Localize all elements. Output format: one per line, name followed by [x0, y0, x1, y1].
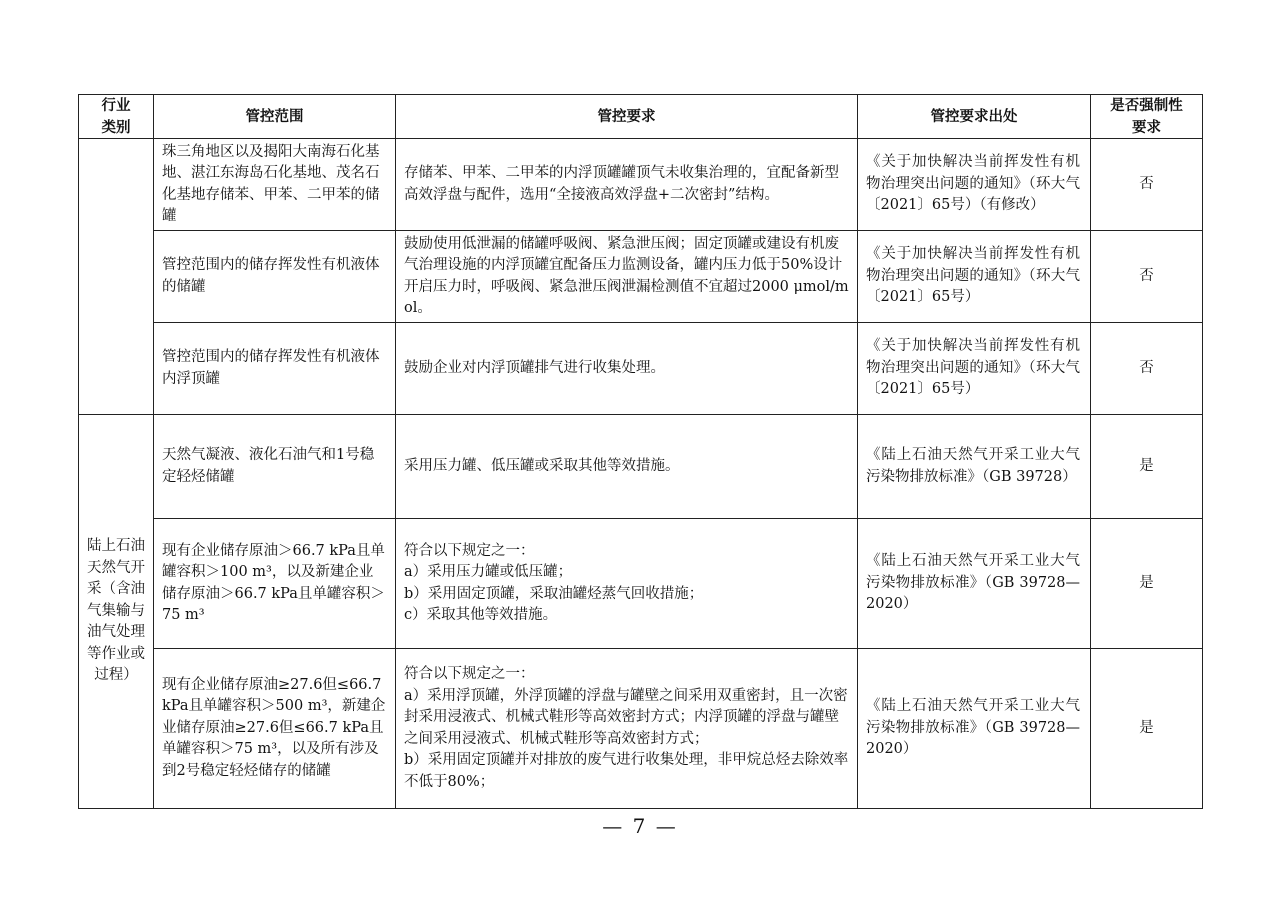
table-row [79, 323, 1203, 415]
requirement-line: b）采用固定顶罐并对排放的废气进行收集处理，非甲烷总烃去除效率不低于80%； [404, 752, 849, 790]
requirement-line: a）采用浮顶罐，外浮顶罐的浮盘与罐壁之间采用双重密封，且一次密封采用浸液式、机械式鞋形等高效密封方式；内浮顶罐的浮盘与罐壁之间采用浸液式、机械式鞋形等高效密封方式； [404, 687, 848, 747]
requirement-cell: 鼓励企业对内浮顶罐排气进行收集处理。 [396, 323, 858, 415]
requirement-cell [396, 519, 858, 649]
requirements-table [78, 94, 1203, 809]
mandatory-cell: 否 [1091, 139, 1203, 231]
scope-cell: 管控范围内的储存挥发性有机液体的储罐 [154, 231, 396, 323]
scope-cell: 现有企业储存原油＞66.7 kPa且单罐容积＞100 m³，以及新建企业储存原油＞66.7 kPa且单罐容积＞75 m³ [154, 519, 396, 649]
requirement-cell: 存储苯、甲苯、二甲苯的内浮顶罐罐顶气未收集治理的，宜配备新型高效浮盘与配件，选用“全接液高效浮盘+二次密封”结构。 [396, 139, 858, 231]
table-row [79, 649, 1203, 809]
mandatory-cell: 是 [1091, 519, 1203, 649]
header-source: 管控要求出处 [858, 95, 1091, 139]
requirement-line: c）采取其他等效措施。 [404, 607, 558, 623]
source-cell: 《陆上石油天然气开采工业大气污染物排放标准》（GB 39728—2020） [858, 649, 1091, 809]
requirement-cell: 采用压力罐、低压罐或采取其他等效措施。 [396, 415, 858, 519]
requirement-line: 符合以下规定之一： [404, 542, 535, 559]
table-row [79, 139, 1203, 231]
requirement-line: 符合以下规定之一： [404, 666, 535, 682]
header-category: 行业 类别 [79, 95, 154, 139]
table-row [79, 519, 1203, 649]
page-number: — 7 — [602, 814, 678, 838]
header-mandatory: 是否强制性 要求 [1091, 95, 1203, 139]
scope-cell: 天然气凝液、液化石油气和1号稳定轻烃储罐 [154, 415, 396, 519]
mandatory-cell: 是 [1091, 649, 1203, 809]
table-row [79, 231, 1203, 323]
category-cell-empty [79, 139, 154, 415]
header-row [79, 95, 1203, 139]
mandatory-cell: 是 [1091, 415, 1203, 519]
source-cell: 《关于加快解决当前挥发性有机物治理突出问题的通知》（环大气〔2021〕65号） [858, 231, 1091, 323]
source-cell: 《陆上石油天然气开采工业大气污染物排放标准》（GB 39728—2020） [858, 519, 1091, 649]
scope-cell: 现有企业储存原油≥27.6但≤66.7 kPa且单罐容积＞500 m³，新建企业储存原油≥27.6但≤66.7 kPa且单罐容积＞75 m³，以及所有涉及到2号稳定轻烃储存的储罐 [154, 649, 396, 809]
scope-cell: 管控范围内的储存挥发性有机液体内浮顶罐 [154, 323, 396, 415]
table-row [79, 415, 1203, 519]
header-scope: 管控范围 [154, 95, 396, 139]
requirement-line: b）采用固定顶罐，采取油罐烃蒸气回收措施； [404, 585, 704, 602]
category-cell: 陆上石油天然气开采（含油气集输与油气处理等作业或过程） [79, 415, 154, 809]
requirement-cell: 鼓励使用低泄漏的储罐呼吸阀、紧急泄压阀；固定顶罐或建设有机废气治理设施的内浮顶罐宜配备压力监测设备，罐内压力低于50%设计开启压力时，呼吸阀、紧急泄压阀泄漏检测值不宜超过2000 μmol/mol。 [396, 231, 858, 323]
requirement-line: a）采用压力罐或低压罐； [404, 564, 573, 580]
mandatory-cell: 否 [1091, 323, 1203, 415]
source-cell: 《关于加快解决当前挥发性有机物治理突出问题的通知》（环大气〔2021〕65号）（有修改） [858, 139, 1091, 231]
scope-cell: 珠三角地区以及揭阳大南海石化基地、湛江东海岛石化基地、茂名石化基地存储苯、甲苯、二甲苯的储罐 [154, 139, 396, 231]
mandatory-cell: 否 [1091, 231, 1203, 323]
source-cell: 《陆上石油天然气开采工业大气污染物排放标准》（GB 39728） [858, 415, 1091, 519]
header-requirement: 管控要求 [396, 95, 858, 139]
source-cell: 《关于加快解决当前挥发性有机物治理突出问题的通知》（环大气〔2021〕65号） [858, 323, 1091, 415]
requirement-cell [396, 649, 858, 809]
